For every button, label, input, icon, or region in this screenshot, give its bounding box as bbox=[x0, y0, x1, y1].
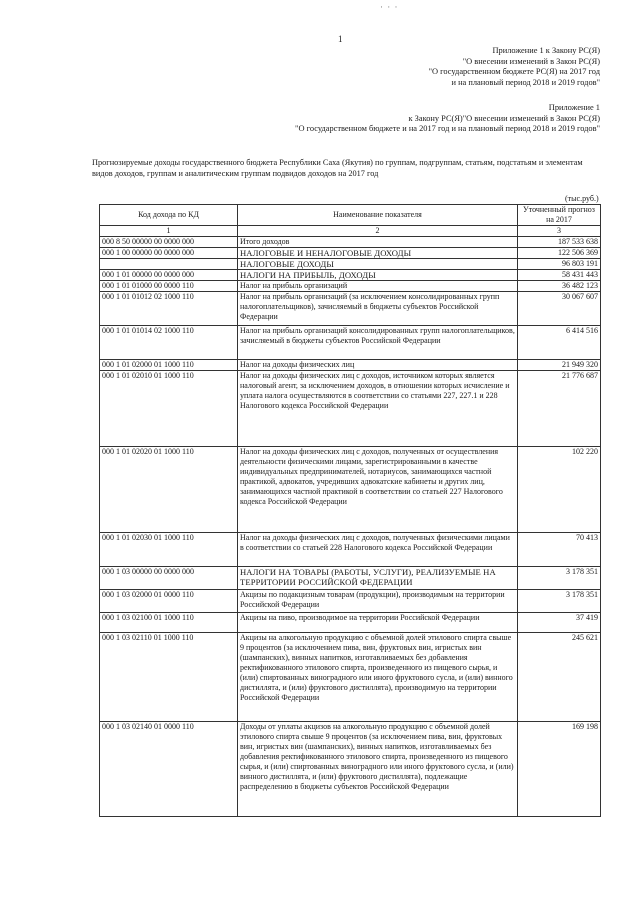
appendix-line: "О государственном бюджете РС(Я) на 2017 год bbox=[428, 67, 600, 77]
row-code: 000 1 01 02000 01 1000 110 bbox=[100, 360, 238, 371]
table-row bbox=[100, 281, 601, 292]
appendix-block-1 bbox=[429, 46, 600, 88]
appendix-line: "О государственном бюджете и на 2017 год и на плановый период 2018 и 2019 годов" bbox=[295, 124, 600, 134]
row-name: Акцизы на алкогольную продукцию с объемной долей этилового спирта свыше 9 процентов (за исключением пива, вин, фруктовых вин, игристых вин (шампанских), винных напитков, изготавливаемых без добавления ректификованного этилового спирта, произведенного из пищевого сырья, и (или) спиртованных виноградного или иного фруктового сусла, и (или) винного дистиллята, и (или) фруктового дистиллята), производимую на территории Российской Федерации bbox=[238, 633, 518, 722]
table-row bbox=[100, 292, 601, 326]
row-code bbox=[100, 259, 238, 270]
row-code: 000 1 01 02010 01 1000 110 bbox=[100, 371, 238, 447]
row-name: Доходы от уплаты акцизов на алкогольную продукцию с объемной долей этилового спирта свыше 9 процентов (за исключением пива, вин, фруктовых вин, игристых вин (шампанских), винных напитков, изготавливаемых без добавления ректификованного этилового спирта, произведенного из пищевого сырья, и (или) спиртованных виноградного или иного фруктового сусла, и (или) винного дистиллята, и (или) фруктового дистиллята), подлежащие распределению в бюджеты субъектов Российской Федерации bbox=[238, 722, 518, 817]
row-name: Итого доходов bbox=[238, 237, 518, 248]
row-value: 6 414 516 bbox=[518, 326, 601, 360]
row-value: 37 419 bbox=[518, 613, 601, 633]
row-code: 000 1 03 02100 01 1000 110 bbox=[100, 613, 238, 633]
row-name: Акцизы по подакцизным товарам (продукции), производимым на территории Российской Федерации bbox=[238, 590, 518, 613]
row-name: Акцизы на пиво, производимое на территории Российской Федерации bbox=[238, 613, 518, 633]
appendix-line: Приложение 1 bbox=[548, 103, 600, 112]
col-number: 1 bbox=[100, 226, 238, 237]
header-code: Код дохода по КД bbox=[100, 205, 238, 226]
row-code: 000 1 01 01012 02 1000 110 bbox=[100, 292, 238, 326]
row-name: НАЛОГОВЫЕ ДОХОДЫ bbox=[238, 259, 518, 270]
row-name: Налог на доходы физических лиц с доходов, источником которых является налоговый агент, за исключением доходов, в отношении которых исчисление и уплата налога осуществляются в соответствии со статьями 227, 227.1 и 228 Налогового кодекса Российской Федерации bbox=[238, 371, 518, 447]
row-code: 000 1 01 02020 01 1000 110 bbox=[100, 447, 238, 533]
row-value: 21 949 320 bbox=[518, 360, 601, 371]
row-code: 000 1 01 01014 02 1000 110 bbox=[100, 326, 238, 360]
row-value: 102 220 bbox=[518, 447, 601, 533]
row-code: 000 8 50 00000 00 0000 000 bbox=[100, 237, 238, 248]
row-name: НАЛОГИ НА ПРИБЫЛЬ, ДОХОДЫ bbox=[238, 270, 518, 281]
row-value: 58 431 443 bbox=[518, 270, 601, 281]
row-name: Налог на прибыль организаций (за исключением консолидированных групп налогоплательщиков), зачисляемый в бюджеты субъектов Российской Федерации bbox=[238, 292, 518, 326]
table-row bbox=[100, 567, 601, 590]
row-value: 3 178 351 bbox=[518, 590, 601, 613]
appendix-line: к Закону РС(Я)"О внесении изменений в Закон РС(Я) bbox=[408, 113, 600, 123]
row-value: 122 506 369 bbox=[518, 248, 601, 259]
table-row bbox=[100, 270, 601, 281]
appendix-line: "О внесении изменений в Закон РС(Я) bbox=[462, 56, 600, 66]
row-value: 96 803 191 bbox=[518, 259, 601, 270]
row-name: Налог на доходы физических лиц с доходов, полученных от осуществления деятельности физическими лицами, зарегистрированными в качестве индивидуальных предпринимателей, нотариусов, занимающихся частной практикой, адвокатов, учредивших адвокатские кабинеты и других лиц, занимающихся частной практикой в соответствии со статьей 227 Налогового кодекса Российской Федерации bbox=[238, 447, 518, 533]
table-row bbox=[100, 633, 601, 722]
table-row bbox=[100, 237, 601, 248]
col-number: 3 bbox=[518, 226, 601, 237]
row-code: 000 1 03 02110 01 1000 110 bbox=[100, 633, 238, 722]
table-row bbox=[100, 259, 601, 270]
revenue-table bbox=[99, 204, 601, 817]
scan-dots: · · · bbox=[380, 2, 399, 12]
table-row bbox=[100, 533, 601, 567]
row-value: 245 621 bbox=[518, 633, 601, 722]
row-name: НАЛОГИ НА ТОВАРЫ (РАБОТЫ, УСЛУГИ), РЕАЛИЗУЕМЫЕ НА ТЕРРИТОРИИ РОССИЙСКОЙ ФЕДЕРАЦИИ bbox=[238, 567, 518, 590]
row-value: 21 776 687 bbox=[518, 371, 601, 447]
row-code: 000 1 03 02140 01 0000 110 bbox=[100, 722, 238, 817]
row-name: Налог на доходы физических лиц с доходов, полученных физическими лицами в соответствии со статьей 228 Налогового кодекса Российской Федерации bbox=[238, 533, 518, 567]
row-code: 000 1 03 00000 00 0000 000 bbox=[100, 567, 238, 590]
table-row bbox=[100, 590, 601, 613]
header-value: Уточненный прогноз на 2017 bbox=[518, 205, 601, 226]
row-code: 000 1 01 02030 01 1000 110 bbox=[100, 533, 238, 567]
appendix-block-2 bbox=[295, 103, 600, 135]
row-value: 187 533 638 bbox=[518, 237, 601, 248]
row-code: 000 1 03 02000 01 0000 110 bbox=[100, 590, 238, 613]
row-name: Налог на прибыль организаций bbox=[238, 281, 518, 292]
table-row bbox=[100, 613, 601, 633]
document-title: Прогнозируемые доходы государственного бюджета Республики Саха (Якутия) по группам, подгруппам, статьям, подстатьям и элементам видов доходов, группам и аналитическим группам подвидов доходов на 2017 год bbox=[92, 158, 583, 178]
row-value: 3 178 351 bbox=[518, 567, 601, 590]
row-value: 169 198 bbox=[518, 722, 601, 817]
row-code: 000 1 00 00000 00 0000 000 bbox=[100, 248, 238, 259]
row-name: НАЛОГОВЫЕ И НЕНАЛОГОВЫЕ ДОХОДЫ bbox=[238, 248, 518, 259]
row-name: Налог на доходы физических лиц bbox=[238, 360, 518, 371]
row-code: 000 1 01 00000 00 0000 000 bbox=[100, 270, 238, 281]
col-number: 2 bbox=[238, 226, 518, 237]
page-number: 1 bbox=[338, 34, 343, 44]
table-row bbox=[100, 326, 601, 360]
row-name: Налог на прибыль организаций консолидированных групп налогоплательщиков, зачисляемый в бюджеты субъектов Российской Федерации bbox=[238, 326, 518, 360]
table-row bbox=[100, 360, 601, 371]
table-row bbox=[100, 722, 601, 817]
table-row bbox=[100, 371, 601, 447]
header-name: Наименование показателя bbox=[238, 205, 518, 226]
appendix-line: Приложение 1 к Закону РС(Я) bbox=[492, 46, 600, 55]
unit-label: (тыс.руб.) bbox=[565, 194, 599, 203]
row-code: 000 1 01 01000 00 0000 110 bbox=[100, 281, 238, 292]
row-value: 36 482 123 bbox=[518, 281, 601, 292]
table-row bbox=[100, 248, 601, 259]
row-value: 70 413 bbox=[518, 533, 601, 567]
appendix-line: и на плановый период 2018 и 2019 годов" bbox=[451, 77, 600, 87]
row-value: 30 067 607 bbox=[518, 292, 601, 326]
table-row bbox=[100, 447, 601, 533]
